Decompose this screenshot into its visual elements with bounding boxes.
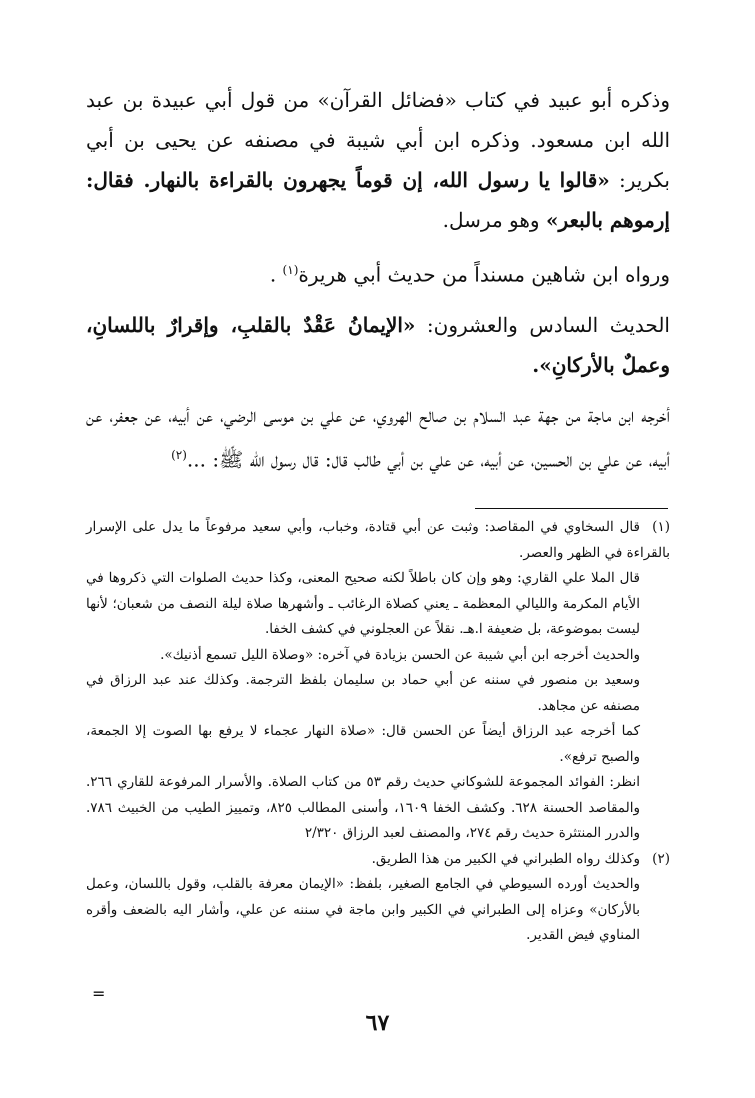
para1-line3-end: وهو <box>509 208 540 232</box>
para1-bold-quote: رسول الله، إن قوماً يجهرون بالقراءة بالنهار. فقال: إرموهم بالبعر» <box>86 168 670 232</box>
paragraph-1 <box>86 80 670 240</box>
para4-text: أخرجه ابن ماجة من جهة عبد السلام بن صالح الهروي، عن علي بن موسى الرضي، عن أبيه، عن جعفر، عن أبيه، عن علي بن الحسين، عن أبيه، عن علي بن أبي طالب قال: قال رسول الله ﷺ: ... <box>86 402 670 472</box>
page-number: ٦٧ <box>365 1010 390 1036</box>
para2-end: . <box>269 262 277 287</box>
footnotes <box>86 515 670 949</box>
footnote-1-para-d: وسعيد بن منصور في سننه عن أبي حماد بن سليمان بلفظ الترجمة. وكذلك عند عبد الرزاق في مصنفه عن مجاهد. <box>86 672 640 714</box>
footnote-1-para-e: كما أخرجه عبد الرزاق أيضاً عن الحسن قال: «صلاة النهار عجماء لا يرفع بها الصوت إلا الجمعة، والصبح ترفع». <box>86 723 640 765</box>
footnote-ref-1: (١) <box>282 263 299 277</box>
footnote-1-first <box>86 515 670 566</box>
hadith-text: «الإيمانُ عَقْدٌ بالقلبِ، وإقرارٌ باللسانِ، وعملٌ بالأركانِ». <box>86 312 670 377</box>
para1-line4: مرسل. <box>442 208 503 232</box>
footnote-1-text: قال السخاوي في المقاصد: وثبت عن أبي قتادة، وخباب، وأبي سعيد مرفوعاً ما يدل على الإسرار بالقراءة في الظهر والعصر. <box>86 519 670 561</box>
footnote-ref-2: (٢) <box>171 447 187 462</box>
footnote-1-number: (١) <box>652 519 670 535</box>
footnote-1-para-f: انظر: الفوائد المجموعة للشوكاني حديث رقم ٥٣ من كتاب الصلاة. والأسرار المرفوعة للقاري ٢٦٦. والمقاصد الحسنة ٦٢٨. وكشف الخفا ١٦٠٩، وأسنى المطالب ٨٢٥، وتمييز الطيب من الخبيث ٧٨٦. والدرر المنتثرة حديث رقم ٢٧٤، والمصنف لعبد الرزاق ٢/٣٢٠ <box>86 774 640 841</box>
footnote-1-para-b: قال الملا علي القاري: وهو وإن كان باطلاً لكنه صحيح المعنى، وكذا حديث الصلوات التي ذكروها في الأيام المكرمة والليالي المعظمة ـ يعني كصلاة الرغائب ـ وأشهرها صلاة ليلة النصف من شعبان؛ لأنها ليست بموضوعة، بل ضعيفة ا.هـ. نقلاً عن العجلوني في كشف الخفا. <box>86 570 640 637</box>
para1-line2: ابن مسعود. وذكره ابن أبي شيبة في مصنفه عن يحيى بن أبي بكرير: <box>86 128 670 192</box>
footnote-2-para-b: والحديث أورده السيوطي في الجامع الصغير، بلفظ: «الإيمان معرفة بالقلب، وقول باللسان، وعمل بالأركان» وعزاه إلى الطبراني في الكبير وابن ماجة في سننه عن علي، وأشار اليه بالضعف وأقره المناوي فيض القدير. <box>86 876 640 943</box>
main-text <box>86 80 670 479</box>
para1-line1: وذكره أبو عبيد في كتاب «فضائل القرآن» من قول أبي عبيدة بن عبد الله <box>86 88 670 152</box>
margin-mark: = <box>92 984 106 1003</box>
para1-bold-quote-start: «قالوا يا <box>538 168 610 192</box>
footnote-2-first <box>86 847 670 873</box>
paragraph-4 <box>86 395 670 480</box>
hadith-heading: الحديث السادس والعشرون: <box>426 312 670 337</box>
paragraph-3 <box>86 305 670 385</box>
footnote-2-number: (٢) <box>652 850 670 867</box>
footnote-separator <box>475 508 668 509</box>
para2-text: ورواه ابن شاهين مسنداً من حديث أبي هريرة <box>298 262 670 287</box>
paragraph-2 <box>86 250 670 295</box>
footnote-1-para-c: والحديث أخرجه ابن أبي شيبة عن الحسن بزيادة في آخره: «وصلاة الليل تسمع أذنيك». <box>160 646 640 663</box>
footnote-2-text: وكذلك رواه الطبراني في الكبير من هذا الطريق. <box>371 850 640 867</box>
